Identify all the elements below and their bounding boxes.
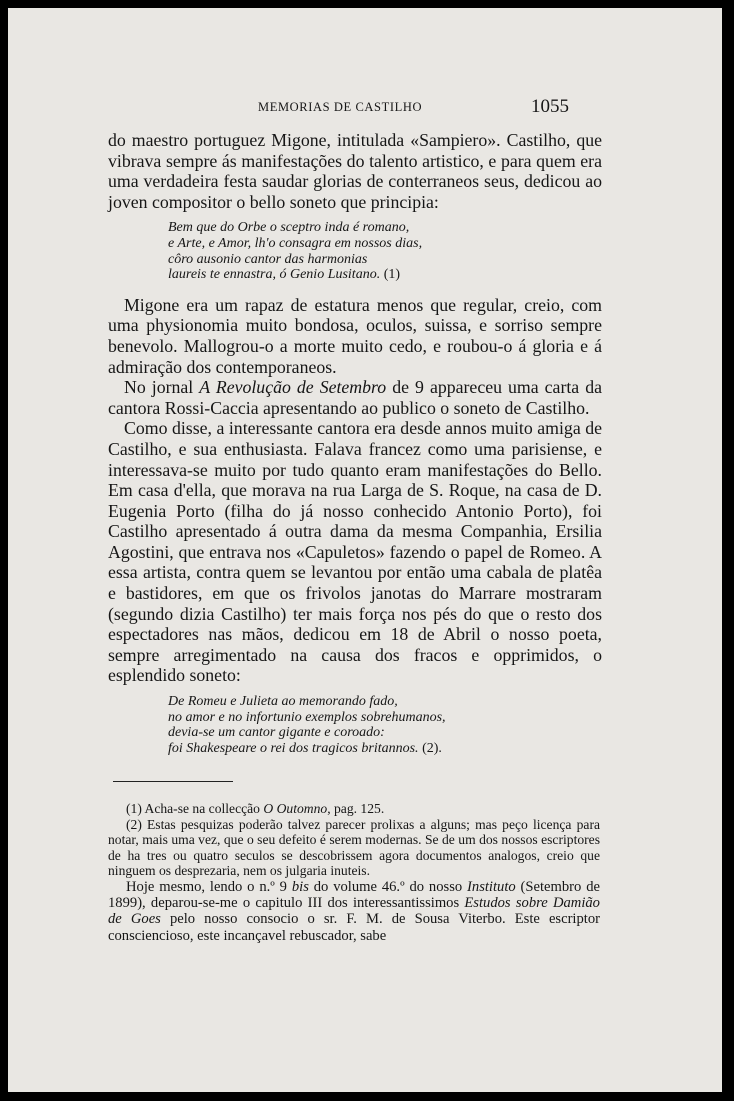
verse-line: no amor e no infortunio exemplos sobrehumanos, [168, 709, 446, 725]
sonnet-excerpt-romeu [168, 694, 602, 756]
journal-title: Instituto [467, 878, 516, 895]
book-page [8, 8, 722, 1092]
study-title: Estudos sobre Damião de Goes [108, 895, 600, 928]
verse-line: e Arte, e Amor, lh'o consagra em nossos dias, [168, 235, 423, 251]
paragraph-cantora: Como disse, a interessante cantora era desde annos muito amiga de Castilho, e sua enthusiasta. Falava francez como uma parisiense, e interessava-se muito por tudo quanto eram manifestações do Bello. Em casa d'ella, que morava na rua Larga de S. Roque, na casa de D. Eugenia Porto (filha do já nosso conhecido Antonio Porto), foi Castilho apresentado á outra dama da mesma Companhia, Ersilia Agostini, que entrava nos «Capuletos» fazendo o papel de Romeo. A essa artista, contra quem se levantou por então uma cabala de platêa e bastidores, em que os frivolos janotas do Marrare mostraram (segundo dizia Castilho) ter mais força nos pés do que o resto dos espectadores nas mãos, dedicou em 18 de Abril o nosso poeta, sempre arregimentado na causa dos fracos e opprimidos, o esplendido soneto: [108, 418, 602, 686]
text-run: pelo nosso consocio o sr. F. M. de Sousa Viterbo. Este escriptor consciencioso, este incançavel rebuscador, sabe [108, 911, 600, 944]
page-number: 1055 [531, 96, 569, 117]
footnotes [108, 801, 600, 944]
text-run: (Setembro de 1899), deparou-se-me o capitulo III dos interessantissimos [108, 878, 600, 912]
verse-line [168, 741, 602, 757]
verse-line [168, 267, 602, 283]
text-run: de 9 appareceu uma carta da cantora Rossi-Caccia apresentando ao publico o soneto de Castilho. [108, 377, 602, 418]
footnote-ref-1: (1) [383, 267, 401, 283]
footnote-ref-2: (2). [422, 740, 442, 756]
footnote-1 [108, 801, 600, 817]
newspaper-title: A Revolução de Setembro [199, 377, 387, 398]
book-title: O Outomno [263, 801, 328, 816]
text-run: No jornal [124, 377, 200, 398]
paragraph-sampiero: do maestro portuguez Migone, intitulada «Sampiero». Castilho, que vibrava sempre ás manifestações do talento artistico, e para quem era uma verdadeira festa saudar glorias de conterraneos seus, dedicou ao joven compositor o bello soneto que principia: [108, 130, 602, 212]
running-title: MEMORIAS DE CASTILHO [258, 100, 423, 114]
text-run: do volume 46.º do nosso [308, 878, 468, 895]
verse-line-text: foi Shakespeare o rei dos tragicos britannos. [168, 740, 419, 756]
sonnet-excerpt-migone [168, 220, 602, 282]
footnote-divider [113, 781, 233, 782]
verse-line: côro ausonio cantor das harmonias [168, 251, 368, 267]
text-run: , pag. 125. [327, 801, 385, 816]
footnote-2: (2) Estas pesquizas poderão talvez parecer prolixas a alguns; mas peço licença para notar, mais uma vez, que o seu defeito é serem modernas. Se de um dos nossos escriptores de ha tres ou quatro seculos se descobrissem agora documentos analogos, creio que ninguem os desprezaria, nem os julgaria inuteis. [108, 816, 600, 879]
paragraph-migone: Migone era um rapaz de estatura menos que regular, creio, com uma physionomia muito bondosa, oculos, suissa, e sorriso sempre benevolo. Mallogrou-o a morte muito cedo, e roubou-o á gloria e á admiração dos contemporaneos. [108, 294, 602, 377]
text-run: (1) Acha-se na collecção [126, 801, 264, 816]
verse-line: devia-se um cantor gigante e coroado: [168, 725, 385, 741]
main-text [108, 130, 602, 768]
italic-bis: bis [291, 878, 309, 895]
page-header [8, 96, 722, 120]
verse-line: Bem que do Orbe o sceptro inda é romano, [168, 220, 410, 236]
verse-line-text: laureis te ennastra, ó Genio Lusitano. [168, 267, 381, 283]
paragraph-revolucao [108, 377, 602, 418]
footnote-2-continued [108, 879, 600, 944]
text-run: Hoje mesmo, lendo o n.º 9 [126, 878, 292, 895]
verse-line: De Romeu e Julieta ao memorando fado, [168, 694, 398, 710]
